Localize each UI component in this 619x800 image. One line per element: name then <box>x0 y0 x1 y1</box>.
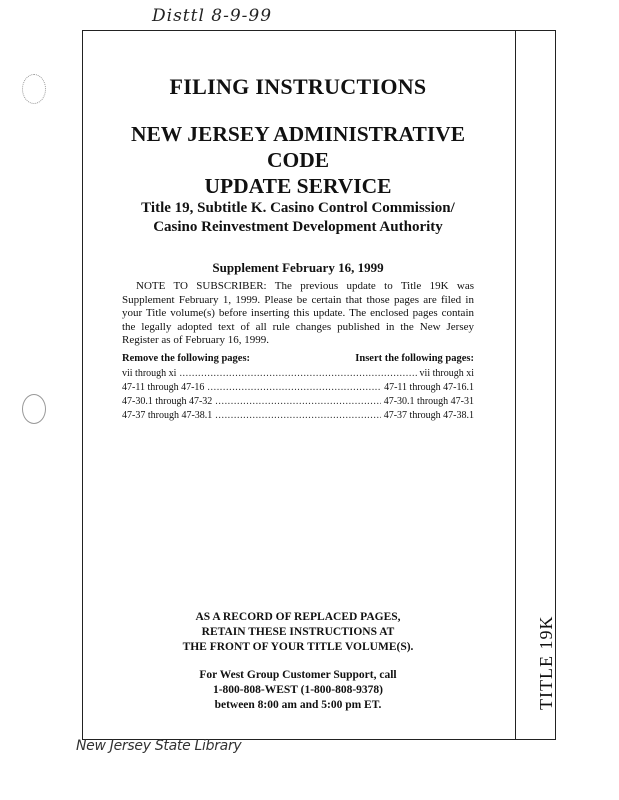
insert-pages: vii through xi <box>419 368 474 379</box>
page-row <box>122 381 474 395</box>
code-title <box>100 121 496 199</box>
leader-dots <box>207 381 381 395</box>
insert-pages: 47-37 through 47-38.1 <box>383 410 474 421</box>
insert-pages: 47-11 through 47-16.1 <box>384 382 474 393</box>
library-stamp: New Jersey State Library <box>76 738 242 754</box>
remove-pages: 47-37 through 47-38.1 <box>122 410 213 421</box>
title-subtitle-line: Casino Reinvestment Development Authority <box>153 219 443 235</box>
record-notice-line: AS A RECORD OF REPLACED PAGES, <box>195 611 401 623</box>
leader-dots <box>215 409 380 423</box>
support-phone: 1-800-808-WEST (1-800-808-9378) <box>212 684 384 696</box>
insert-pages: 47-30.1 through 47-31 <box>383 396 474 407</box>
remove-pages: 47-11 through 47-16 <box>122 382 205 393</box>
insert-pages-header: Insert the following pages: <box>355 353 474 364</box>
record-notice-line: THE FRONT OF YOUR TITLE VOLUME(S). <box>182 641 414 653</box>
punch-hole <box>22 74 46 104</box>
page-replacement-list <box>122 352 474 423</box>
title-subtitle <box>122 199 474 237</box>
record-notice <box>122 610 474 655</box>
handwritten-note: Disttl 8-9-99 <box>152 6 273 26</box>
support-hours: between 8:00 am and 5:00 pm ET. <box>214 699 382 711</box>
leader-dots <box>215 395 380 409</box>
title-tab-label: TITLE 19K <box>536 615 556 710</box>
title-subtitle-line: Title 19, Subtitle K. Casino Control Commission/ <box>141 200 455 216</box>
page-row <box>122 367 474 381</box>
remove-pages: vii through xi <box>122 368 177 379</box>
leader-dots <box>179 367 416 381</box>
remove-pages: 47-30.1 through 47-32 <box>122 396 213 407</box>
page-list-header <box>122 352 474 366</box>
punch-hole <box>22 394 46 424</box>
customer-support-info <box>122 668 474 713</box>
filing-instructions-heading: FILING INSTRUCTIONS <box>169 74 427 99</box>
record-notice-line: RETAIN THESE INSTRUCTIONS AT <box>201 626 395 638</box>
code-title-line: UPDATE SERVICE <box>204 174 392 198</box>
support-line: For West Group Customer Support, call <box>199 669 397 681</box>
subscriber-note: NOTE TO SUBSCRIBER: The previous update to Title 19K was Supplement February 1, 1999. Please be certain that those pages are filed in your Title volume(s) before inserting this update. The enclosed pages contain the legally adopted text of all rule changes published in the New Jersey Register as of February 16, 1999. <box>122 280 474 346</box>
supplement-date: Supplement February 16, 1999 <box>212 260 384 275</box>
tab-divider <box>515 30 516 740</box>
page-row <box>122 395 474 409</box>
remove-pages-header: Remove the following pages: <box>122 353 251 364</box>
page-row <box>122 409 474 423</box>
code-title-line: NEW JERSEY ADMINISTRATIVE CODE <box>130 122 466 172</box>
